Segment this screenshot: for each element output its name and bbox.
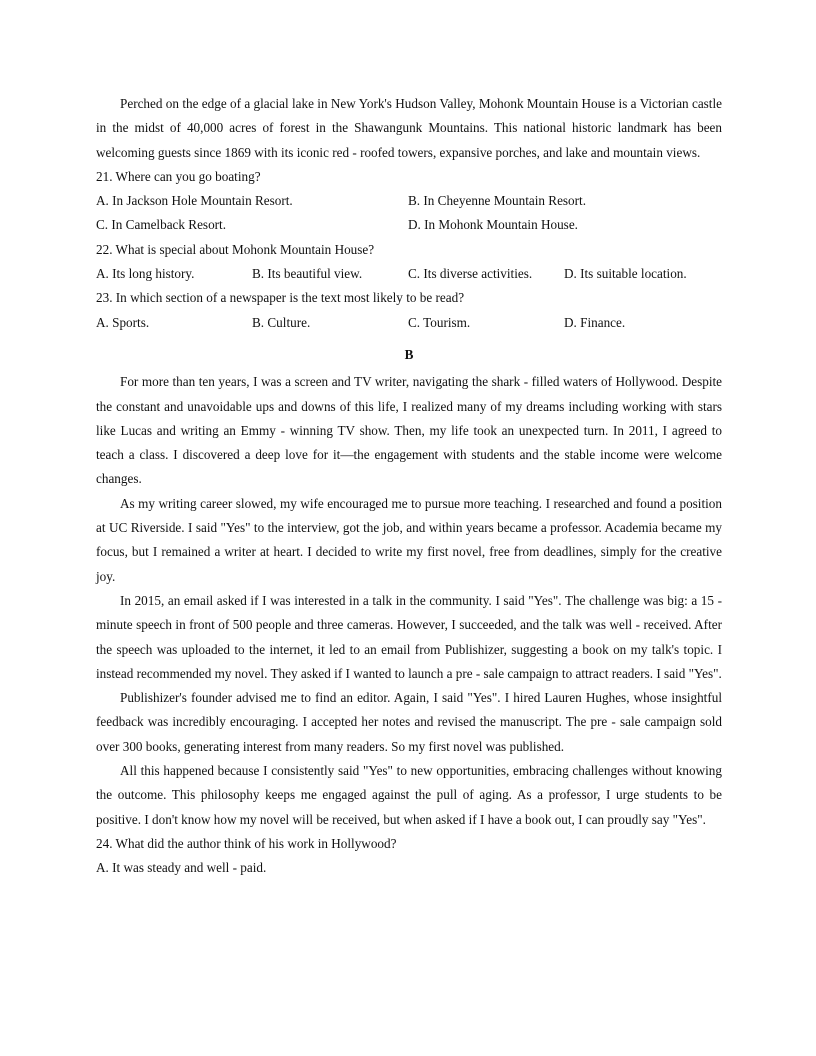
question-21-option-a: A. In Jackson Hole Mountain Resort. — [96, 193, 293, 209]
question-23-option-a: A. Sports. — [96, 314, 150, 330]
question-21-option-b: B. In Cheyenne Mountain Resort. — [408, 193, 587, 209]
section-b-heading: B — [404, 346, 414, 362]
question-23-options — [96, 311, 722, 335]
question-23-stem: 23. In which section of a newspaper is the text most likely to be read? — [96, 290, 465, 306]
question-23-option-d: D. Finance. — [564, 314, 626, 330]
document-page — [96, 92, 722, 881]
question-22-option-c: C. Its diverse activities. — [408, 266, 533, 282]
question-22-stem: 22. What is special about Mohonk Mountain House? — [96, 241, 375, 257]
question-22-options — [96, 262, 722, 286]
question-24-stem: 24. What did the author think of his work in Hollywood? — [96, 835, 397, 851]
question-23-option-c: C. Tourism. — [408, 314, 471, 330]
question-21-options-row-1 — [96, 189, 722, 213]
question-21-option-c: C. In Camelback Resort. — [96, 217, 227, 233]
question-23-option-b: B. Culture. — [252, 314, 311, 330]
question-22-option-d: D. Its suitable location. — [564, 266, 687, 282]
passage-b-paragraph-1: For more than ten years, I was a screen and TV writer, navigating the shark - filled waters of Hollywood. Despite the constant and unavoidable ups and downs of this life, I realized many of my dreams including working with stars like Lucas and writing an Emmy - winning TV show. Then, my life took an unexpected turn. In 2011, I agreed to teach a class. I discovered a deep love for it—the engagement with students and the stable income were welcome changes. — [96, 374, 722, 487]
question-21-options-row-2 — [96, 213, 722, 237]
passage-b-paragraph-2: As my writing career slowed, my wife encouraged me to pursue more teaching. I researched and found a position at UC Riverside. I said "Yes" to the interview, got the job, and within years became a professor. Academia became my focus, but I remained a writer at heart. I decided to write my first novel, free from deadlines, simply for the creative joy. — [96, 495, 722, 584]
passage-b-paragraph-4: Publishizer's founder advised me to find an editor. Again, I said "Yes". I hired Lauren Hughes, whose insightful feedback was incredibly encouraging. I accepted her notes and revised the manuscript. The pre - sale campaign sold over 300 books, generating interest from many readers. So my first novel was published. — [96, 690, 722, 754]
question-24-option-a: A. It was steady and well - paid. — [96, 860, 267, 876]
question-21-option-d: D. In Mohonk Mountain House. — [408, 217, 578, 233]
passage-b-paragraph-5: All this happened because I consistently said "Yes" to new opportunities, embracing challenges without knowing the outcome. This philosophy keeps me engaged against the pull of aging. As a professor, I urge students to be positive. I don't know how my novel will be received, but when asked if I have a book out, I can proudly say "Yes". — [96, 763, 722, 827]
passage-a-paragraph: Perched on the edge of a glacial lake in New York's Hudson Valley, Mohonk Mountain House is a Victorian castle in the midst of 40,000 acres of forest in the Shawangunk Mountains. This national historic landmark has been welcoming guests since 1869 with its iconic red - roofed towers, expansive porches, and lake and mountain views. — [96, 96, 722, 160]
question-21-stem: 21. Where can you go boating? — [96, 168, 261, 184]
question-22-option-b: B. Its beautiful view. — [252, 266, 363, 282]
passage-b-paragraph-3: In 2015, an email asked if I was interested in a talk in the community. I said "Yes". The challenge was big: a 15 - minute speech in front of 500 people and three cameras. However, I succeeded, and the talk was well - received. After the speech was uploaded to the internet, it led to an email from Publishizer, suggesting a book on my talk's topic. I instead recommended my novel. They asked if I wanted to launch a pre - sale campaign to attract readers. I said "Yes". — [96, 592, 722, 681]
question-22-option-a: A. Its long history. — [96, 266, 195, 282]
